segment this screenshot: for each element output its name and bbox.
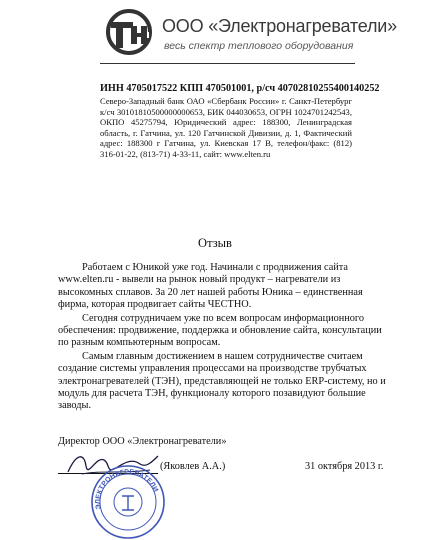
stamp-text: ЭЛЕКТРОНАГРЕВАТЕЛИ bbox=[94, 468, 159, 510]
company-name: ООО «Электронагреватели» bbox=[162, 16, 397, 36]
signatory-title: Директор ООО «Электронагреватели» bbox=[58, 436, 227, 447]
company-tagline: весь спектр теплового оборудования bbox=[164, 40, 354, 52]
header-divider bbox=[100, 63, 355, 64]
letter-date: 31 октября 2013 г. bbox=[305, 461, 384, 472]
company-logo-icon bbox=[103, 8, 155, 56]
signer-name: (Яковлев А.А.) bbox=[160, 461, 226, 472]
letter-paragraph: Работаем с Юникой уже год. Начинали с продвижения сайта www.elten.ru - вывели на рынок новый продукт – нагреватели из высокомных сплавов. За 20 лет нашей работы Юника – единственная фирма, которая продвигает сайты ЧЕСТНО. bbox=[58, 262, 363, 311]
letter-body bbox=[58, 262, 393, 414]
letter-paragraph: Сегодня сотрудничаем уже по всем вопросам информационного обеспечения: продвижение, поддержка и обновление сайта, консультации по разным компьютерным вопросам. bbox=[58, 312, 382, 349]
svg-text:ЭЛЕКТРОНАГРЕВАТЕЛИ bbox=[88, 462, 160, 510]
company-stamp-icon bbox=[88, 462, 168, 540]
inn-kpp-line: ИНН 4705017522 КПП 470501001, р/сч 40702810255400140252 bbox=[100, 83, 380, 94]
letter-paragraph: Самым главным достижением в нашем сотрудничестве считаем создание системы управления процессами на производстве трубчатых электронагревателей (ТЭН), представляющей не только ERP-систему, но и модуль для расчета ТЭН, функционалу которого позавидуют большие заводы. bbox=[58, 350, 386, 412]
letter-title: Отзыв bbox=[198, 236, 232, 250]
bank-details: Северо-Западный банк ОАО «Сбербанк России» г. Санкт-Петербург к/сч 30101810500000000653, БИК 044030653, ОГРН 1024701242543, ОКПО 45275794, Юридический адрес: 188300, Ленинградская область, г. Гатчина, ул. 120 Гатчинской Дивизии, д. 1, Фактический адрес: 188300 г Гатчина, ул. Киевская 17 В, телефон/факс: (812) 316-01-22, (813-71) 4-33-11, сайт: www.elten.ru bbox=[100, 96, 352, 159]
